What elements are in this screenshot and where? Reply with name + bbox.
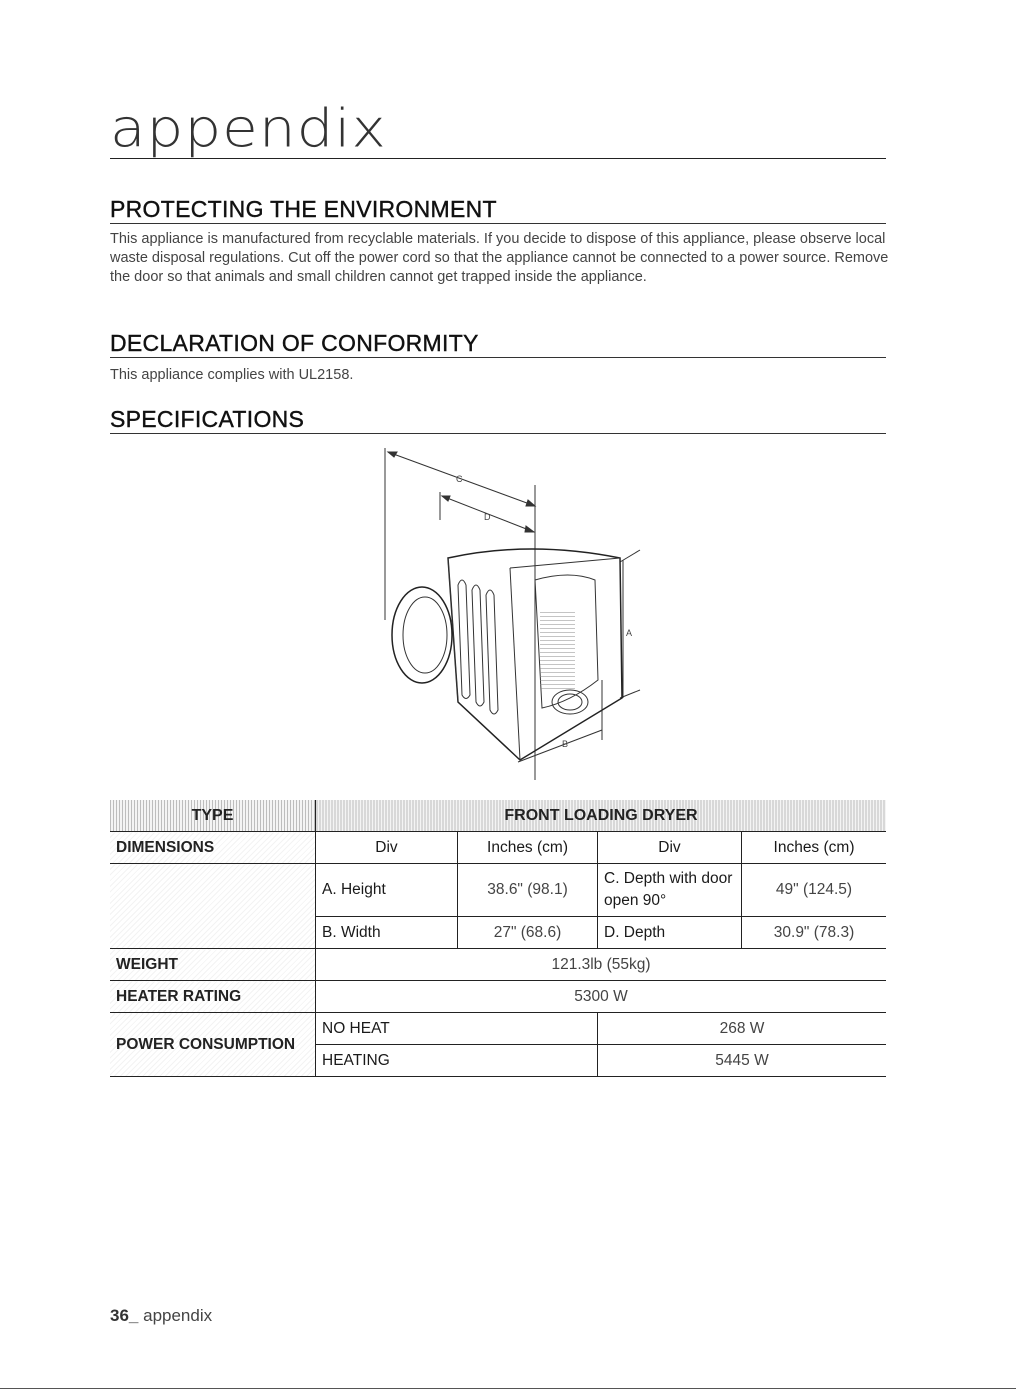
table-row [110, 981, 886, 1013]
page-footer [110, 1306, 212, 1326]
weight-label: WEIGHT [110, 949, 316, 981]
power-mode: NO HEAT [316, 1013, 598, 1045]
dim-header: Inches (cm) [742, 832, 887, 864]
dim-label-b: B [562, 739, 569, 749]
table-row [110, 949, 886, 981]
page-number: 36_ [110, 1306, 139, 1325]
dim-cell: A. Height [316, 864, 458, 917]
heater-label: HEATER RATING [110, 981, 316, 1013]
dim-label-d: D [484, 512, 491, 522]
dim-cell: 49" (124.5) [742, 864, 887, 917]
table-header-row [110, 800, 886, 832]
dim-header: Div [598, 832, 742, 864]
dim-cell: 38.6" (98.1) [458, 864, 598, 917]
dryer-diagram [370, 440, 660, 785]
section-heading-environment: PROTECTING THE ENVIRONMENT [110, 196, 886, 224]
power-value: 268 W [598, 1013, 887, 1045]
dim-label-a: A [626, 628, 633, 638]
page-title [110, 92, 886, 159]
dimensions-label-spacer [110, 864, 316, 949]
section-heading-specifications: SPECIFICATIONS [110, 406, 886, 434]
dim-header: Inches (cm) [458, 832, 598, 864]
type-label: TYPE [110, 800, 316, 832]
dim-label-c: C [456, 474, 463, 484]
power-label: POWER CONSUMPTION [110, 1013, 316, 1077]
section-heading-conformity: DECLARATION OF CONFORMITY [110, 330, 886, 358]
table-row [110, 832, 886, 864]
power-value: 5445 W [598, 1045, 887, 1077]
specifications-table [110, 800, 886, 1077]
environment-text: This appliance is manufactured from recyclable materials. If you decide to dispose of this appliance, please observe local waste disposal regulations. Cut off the power cord so that the appliance cannot be connected to a power source. Remove the door so that animals and small children cannot get trapped inside the appliance. [110, 231, 889, 285]
table-row [110, 1013, 886, 1045]
weight-value: 121.3lb (55kg) [316, 949, 887, 981]
footer-label: appendix [143, 1306, 213, 1325]
dim-cell: D. Depth [598, 917, 742, 949]
dim-cell: B. Width [316, 917, 458, 949]
page-title-text: appendix [110, 97, 387, 159]
dimensions-label: DIMENSIONS [110, 832, 316, 864]
dim-cell: C. Depth with door open 90° [598, 864, 742, 917]
dim-cell: 30.9" (78.3) [742, 917, 887, 949]
heater-value: 5300 W [316, 981, 887, 1013]
dim-header: Div [316, 832, 458, 864]
table-row [110, 864, 886, 917]
power-mode: HEATING [316, 1045, 598, 1077]
bottom-divider [0, 1388, 1016, 1389]
dim-cell: 27" (68.6) [458, 917, 598, 949]
conformity-text: This appliance complies with UL2158. [110, 367, 354, 383]
type-value: FRONT LOADING DRYER [316, 800, 887, 832]
